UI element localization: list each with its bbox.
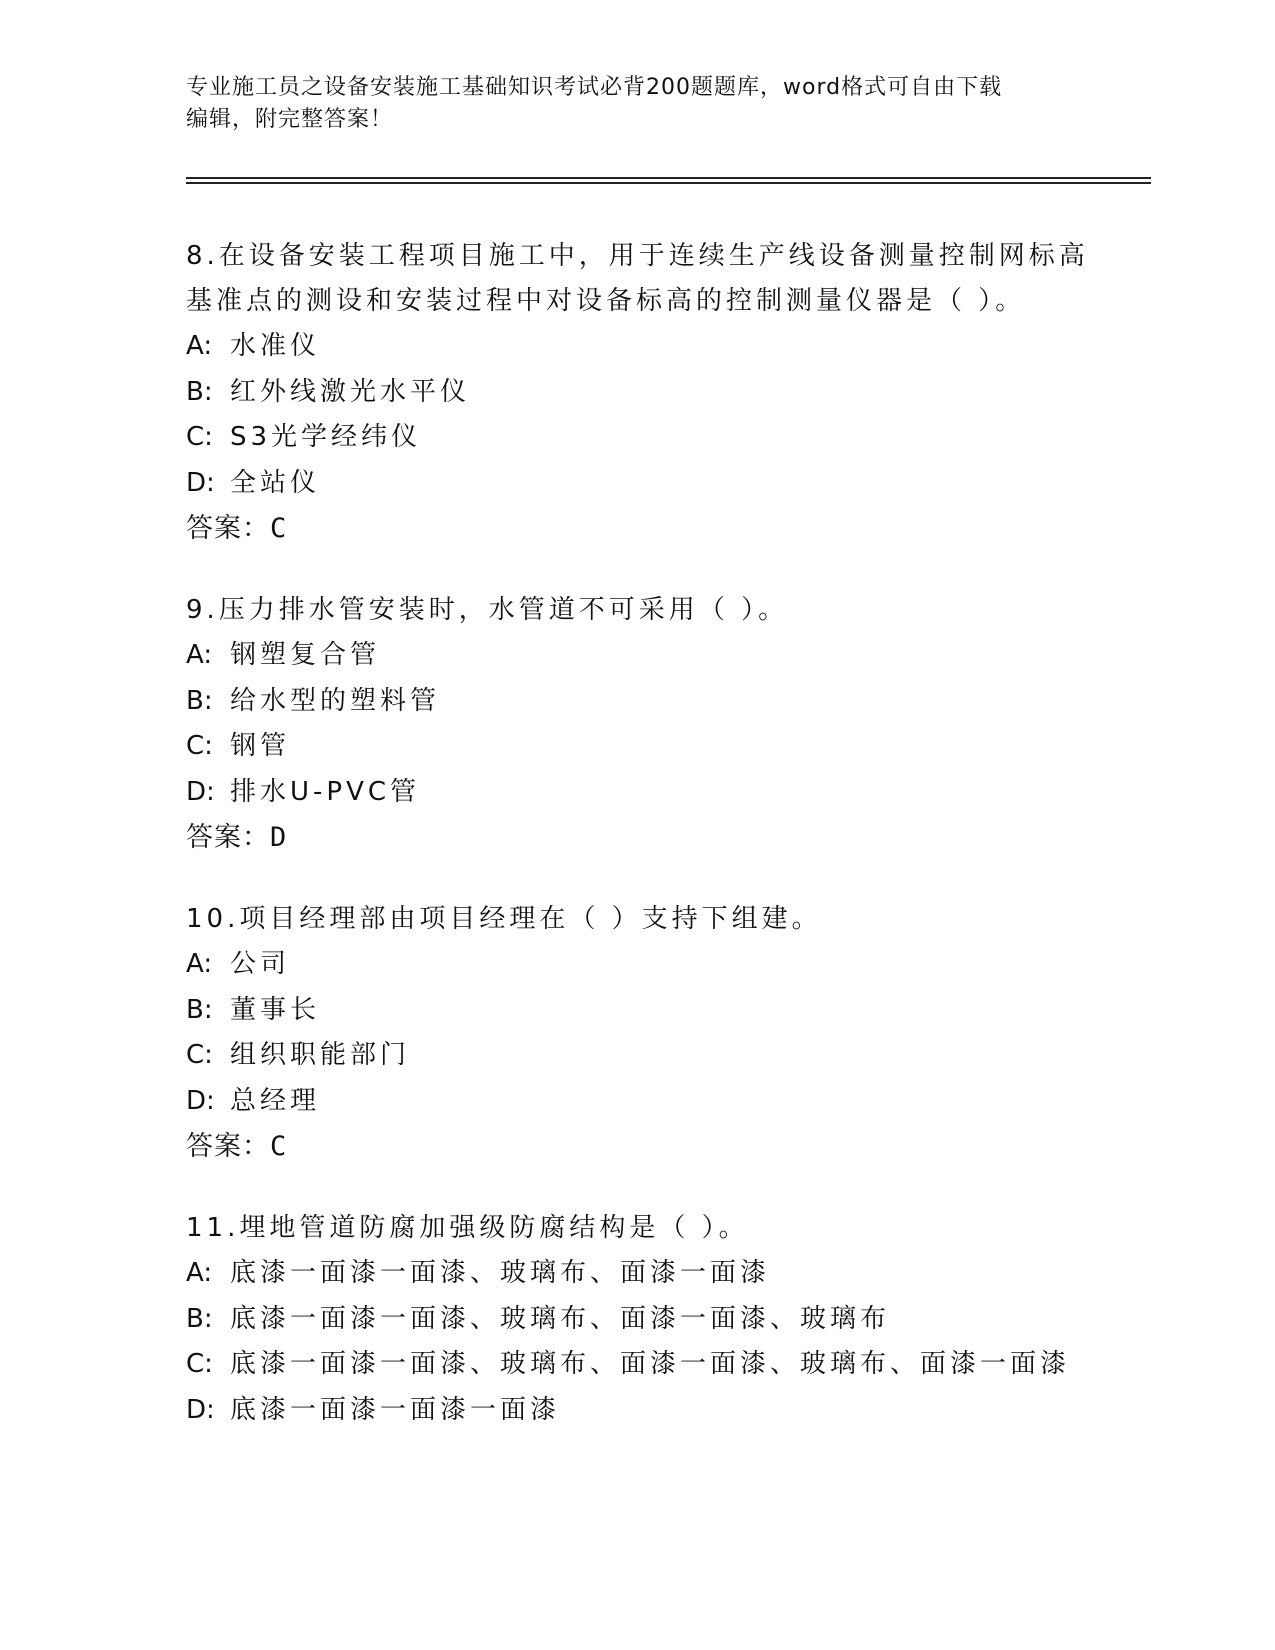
option-d <box>186 461 1106 507</box>
option-key: A: <box>186 640 213 670</box>
answer-line <box>186 506 1106 551</box>
option-key: C: <box>186 731 213 761</box>
option-d <box>186 770 1106 816</box>
answer-line <box>186 815 1106 860</box>
option-c <box>186 724 1106 770</box>
option-key: B: <box>186 376 213 407</box>
question-stem: 11.埋地管道防腐加强级防腐结构是（ ）。 <box>186 1213 749 1243</box>
option-key: D: <box>186 776 215 807</box>
answer-label: 答案： <box>186 822 270 853</box>
option-a <box>186 1251 1106 1297</box>
question-list <box>186 234 1106 1470</box>
option-text: 水准仪 <box>230 331 321 361</box>
option-text: 底漆一面漆一面漆一面漆 <box>230 1394 561 1425</box>
answer-value: C <box>270 513 287 544</box>
option-c <box>186 415 1106 461</box>
header-divider-top <box>186 177 1151 179</box>
option-text: 组织职能部门 <box>230 1040 411 1070</box>
option-text: 底漆一面漆一面漆、玻璃布、面漆一面漆、玻璃布 <box>230 1303 891 1334</box>
option-key: B: <box>186 685 213 716</box>
answer-line <box>186 1124 1106 1169</box>
option-key: A: <box>186 1258 213 1288</box>
question-item <box>186 1206 1106 1433</box>
option-key: C: <box>186 1040 213 1070</box>
question-item <box>186 897 1106 1169</box>
option-text: 钢管 <box>230 731 291 761</box>
answer-label: 答案： <box>186 1131 270 1162</box>
header-line-1: 专业施工员之设备安装施工基础知识考试必背200题题库，word格式可自由下载 <box>186 75 1003 100</box>
option-key: D: <box>186 467 215 498</box>
option-a <box>186 942 1106 988</box>
header-divider-bottom <box>186 182 1151 184</box>
question-stem: 基准点的测设和安装过程中对设备标高的控制测量仪器是（ ）。 <box>186 286 1026 316</box>
header-line-2: 编辑，附完整答案！ <box>186 107 394 132</box>
option-text: 给水型的塑料管 <box>230 685 441 716</box>
option-text: S3光学经纬仪 <box>230 422 422 452</box>
option-d <box>186 1388 1106 1434</box>
option-c <box>186 1033 1106 1079</box>
option-key: B: <box>186 1303 213 1334</box>
option-c <box>186 1342 1106 1388</box>
question-item <box>186 234 1106 551</box>
option-text: 红外线激光水平仪 <box>230 376 471 407</box>
option-text: 排水U-PVC管 <box>230 776 421 807</box>
answer-label: 答案： <box>186 513 270 544</box>
question-item <box>186 588 1106 860</box>
option-d <box>186 1079 1106 1125</box>
option-key: D: <box>186 1085 215 1116</box>
question-stem: 9.压力排水管安装时，水管道不可采用（ ）。 <box>186 595 789 625</box>
option-key: B: <box>186 994 213 1025</box>
option-key: A: <box>186 949 213 979</box>
option-text: 底漆一面漆一面漆、玻璃布、面漆一面漆 <box>230 1258 771 1288</box>
option-b <box>186 988 1106 1034</box>
option-key: A: <box>186 331 213 361</box>
option-key: C: <box>186 422 213 452</box>
option-text: 公司 <box>230 949 291 979</box>
option-text: 总经理 <box>230 1085 321 1116</box>
document-header <box>186 72 1086 136</box>
option-key: D: <box>186 1394 215 1425</box>
option-a <box>186 324 1106 370</box>
option-b <box>186 370 1106 416</box>
question-stem: 8.在设备安装工程项目施工中，用于连续生产线设备测量控制网标高 <box>186 241 1089 271</box>
option-key: C: <box>186 1349 213 1379</box>
answer-value: C <box>270 1131 287 1162</box>
answer-value: D <box>270 822 287 853</box>
option-text: 董事长 <box>230 994 321 1025</box>
option-b <box>186 1297 1106 1343</box>
option-a <box>186 633 1106 679</box>
option-text: 底漆一面漆一面漆、玻璃布、面漆一面漆、玻璃布、面漆一面漆 <box>230 1349 1071 1379</box>
option-b <box>186 679 1106 725</box>
question-stem: 10.项目经理部由项目经理在（ ）支持下组建。 <box>186 904 822 934</box>
option-text: 钢塑复合管 <box>230 640 381 670</box>
option-text: 全站仪 <box>230 467 321 498</box>
